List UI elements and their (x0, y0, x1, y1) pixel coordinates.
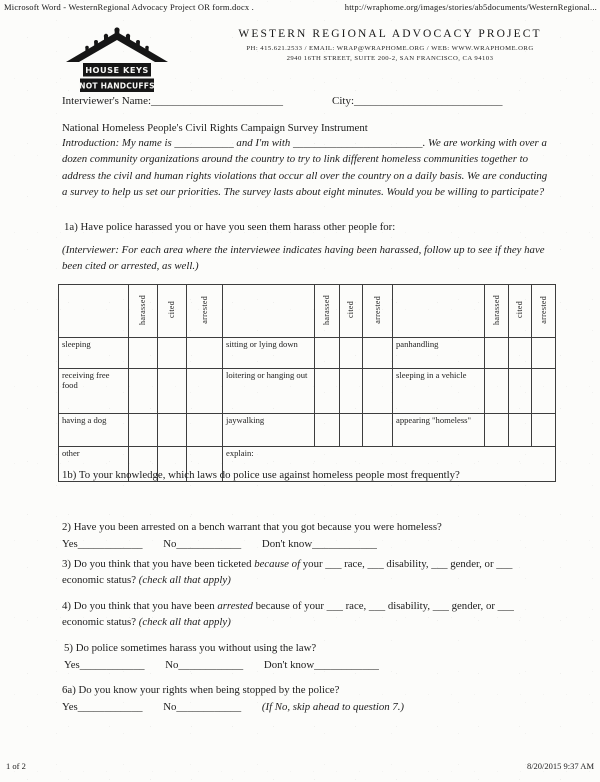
answer-yes: Yes____________ (64, 659, 145, 672)
check-cell (315, 338, 340, 369)
activity-cell: sleeping (59, 338, 129, 369)
activity-cell: panhandling (393, 338, 485, 369)
arrested-col-header: arrested (187, 285, 223, 338)
check-cell (532, 369, 556, 414)
explain-cell: explain: (223, 447, 556, 482)
check-cell (363, 369, 393, 414)
activity-cell: loitering or hanging out (223, 369, 315, 414)
check-cell (158, 414, 187, 447)
arrested-col-header: arrested (363, 285, 393, 338)
question-3-text: your ___ race, ___ disability, ___ gender, or ___ economic status? (62, 558, 513, 587)
table-header-row (59, 285, 556, 338)
org-address: 2940 16TH STREET, SUITE 200-2, SAN FRANCISCO, CA 94103 (286, 55, 494, 62)
check-cell (158, 338, 187, 369)
check-cell (315, 369, 340, 414)
question-6a (62, 682, 562, 716)
interviewer-name-blank: ________________________ (151, 95, 284, 107)
print-header (4, 2, 597, 12)
check-cell (340, 414, 363, 447)
question-4 (62, 598, 541, 631)
interviewer-note: (Interviewer: For each area where the interviewee indicates having been harassed, follow up to see if they have been cited or arrested, as well.) (62, 244, 545, 272)
harassed-col-header: harassed (129, 285, 158, 338)
table-row (59, 414, 556, 447)
question-1a: 1a) Have police harassed you or have you seen them harass other people for: (64, 221, 396, 233)
question-4-text: because of your ___ race, ___ disability, ___ gender, or ___ economic status? (62, 600, 514, 629)
answer-yes: Yes____________ (62, 701, 143, 714)
check-cell (129, 414, 158, 447)
harassed-col-header: harassed (485, 285, 509, 338)
activity-cell: sleeping in a vehicle (393, 369, 485, 414)
org-phone-email-web: PH: 415.621.2533 / EMAIL: WRAP@WRAPHOME.ORG / WEB: WWW.WRAPHOME.ORG (246, 45, 534, 52)
check-cell (187, 338, 223, 369)
question-2-text: 2) Have you been arrested on a bench warrant that you got because you were homeless? (62, 521, 442, 533)
question-2 (62, 519, 552, 553)
check-cell (485, 414, 509, 447)
activity-cell: appearing "homeless" (393, 414, 485, 447)
answer-no: No____________ (165, 659, 244, 672)
table-row (59, 338, 556, 369)
city-group (332, 95, 503, 107)
question-6a-answers (62, 699, 562, 715)
check-cell (485, 369, 509, 414)
check-cell (532, 338, 556, 369)
activity-cell: sitting or lying down (223, 338, 315, 369)
org-header (188, 28, 592, 62)
print-timestamp: 8/20/2015 9:37 AM (526, 761, 594, 771)
check-cell (158, 369, 187, 414)
check-cell (315, 414, 340, 447)
house-icon (63, 26, 171, 94)
question-4-text: 4) Do you think that you have been (62, 600, 218, 612)
question-6a-text: 6a) Do you know your rights when being stopped by the police? (62, 684, 340, 696)
activity-cell: other (59, 447, 129, 482)
check-cell (187, 414, 223, 447)
interviewer-row (62, 95, 542, 107)
question-3-text: 3) Do you think that you have been ticketed (62, 558, 255, 570)
arrested-col-header: arrested (532, 285, 556, 338)
question-3-italic: because of (254, 558, 301, 570)
answer-dont-know: Don't know____________ (261, 538, 377, 551)
page-number: 1 of 2 (6, 761, 26, 771)
question-5 (64, 640, 554, 674)
check-cell (509, 338, 532, 369)
skip-note: (If No, skip ahead to question 7.) (261, 701, 405, 714)
answer-no: No____________ (163, 701, 242, 714)
interviewer-name-label: Interviewer's Name: (62, 95, 152, 107)
print-footer (6, 761, 594, 771)
question-3 (62, 556, 541, 589)
question-5-text: 5) Do police sometimes harass you without using the law? (64, 642, 317, 654)
source-url: http://wraphome.org/images/stories/ab5documents/WesternRegional... (344, 2, 597, 12)
city-blank: ___________________________ (354, 95, 503, 107)
table-row (59, 369, 556, 414)
check-cell (532, 414, 556, 447)
survey-introduction: Introduction: My name is ___________ and I'm with ________________________. We are working with over a dozen community organizations around the country to try to link different homeless communities together to address the civil and human rights violations that occur all over the country on a daily basis. We are conducting a survey to help us set our priorities. The survey lasts about eight minutes. Would you be willing to participate? (62, 137, 548, 199)
check-cell (129, 369, 158, 414)
check-cell (509, 414, 532, 447)
answer-yes: Yes____________ (62, 538, 143, 551)
harassment-table (58, 284, 556, 482)
check-cell (509, 369, 532, 414)
question-5-answers (64, 657, 554, 673)
answer-no: No____________ (163, 538, 242, 551)
org-name: WESTERN REGIONAL ADVOCACY PROJECT (238, 28, 542, 40)
check-cell (340, 338, 363, 369)
activity-cell: jaywalking (223, 414, 315, 447)
logo-text-line2: NOT HANDCUFFS (79, 81, 155, 91)
check-cell (363, 414, 393, 447)
cited-col-header: cited (340, 285, 363, 338)
logo-text-line1: HOUSE KEYS (85, 65, 149, 75)
activity-cell: having a dog (59, 414, 129, 447)
answer-dont-know: Don't know____________ (263, 659, 379, 672)
blank-cell (59, 285, 129, 338)
check-cell (187, 369, 223, 414)
question-4-check-note: (check all that apply) (138, 616, 231, 629)
activity-cell: receiving free food (59, 369, 129, 414)
question-1b: 1b) To your knowledge, which laws do police use against homeless people most frequently? (62, 469, 460, 481)
cited-col-header: cited (509, 285, 532, 338)
window-title: Microsoft Word - WesternRegional Advocacy Project OR form.docx . (4, 2, 255, 12)
check-cell (363, 338, 393, 369)
check-cell (129, 338, 158, 369)
question-3-check-note: (check all that apply) (138, 574, 231, 587)
survey-title: National Homeless People's Civil Rights Campaign Survey Instrument (62, 122, 368, 134)
blank-cell (223, 285, 315, 338)
check-cell (340, 369, 363, 414)
city-label: City: (332, 95, 355, 107)
question-4-italic: arrested (217, 600, 253, 612)
wrap-logo (63, 26, 171, 94)
question-2-answers (62, 536, 552, 552)
check-cell (485, 338, 509, 369)
blank-cell (393, 285, 485, 338)
cited-col-header: cited (158, 285, 187, 338)
harassed-col-header: harassed (315, 285, 340, 338)
